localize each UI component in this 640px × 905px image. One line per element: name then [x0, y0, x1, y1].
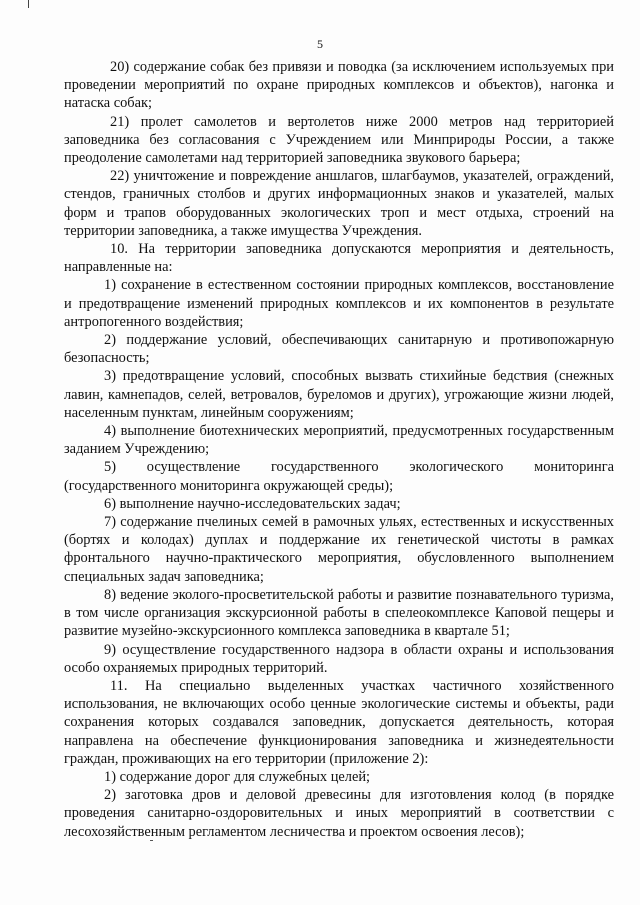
section-10-item-7: 7) содержание пчелиных семей в рамочных ульях, естественных и искусственных (бортях и колодах) дуплах и поддержание их генетической чистоты в рамках фронтального научно-практического мероприятия, обусловленного выполнением специальных задач заповедника; — [64, 514, 614, 585]
page-number: 5 — [317, 37, 323, 51]
section-11-intro: 11. На специально выделенных участках частичного хозяйственного использования, не включающих особо ценные экологические системы и объекты, ради сохранения которых создавался заповедник, допускается деятельность, которая направлена на обеспечение функционирования заповедника и жизнедеятельности граждан, проживающих на его территории (приложение 2): — [64, 677, 614, 767]
section-10-item-8: 8) ведение эколого-просветительской работы и развитие познавательного туризма, в том числе организация экскурсионной работы в спелеокомплексе Каповой пещеры и развитие музейно-экскурсионного комплекса заповедника в квартале 51; — [64, 586, 614, 640]
section-10-item-4: 4) выполнение биотехнических мероприятий, предусмотренных государственным заданием Учреждению; — [64, 423, 614, 458]
section-10-item-2: 2) поддержание условий, обеспечивающих санитарную и противопожарную безопасность; — [64, 332, 614, 367]
section-10-item-9: 9) осуществление государственного надзора в области охраны и использования особо охраняемых природных территорий. — [64, 641, 614, 676]
section-10-intro: 10. На территории заповедника допускаются мероприятия и деятельность, направленные на: — [64, 241, 614, 276]
paragraph-item-20: 20) содержание собак без привязи и поводка (за исключением используемых при проведении мероприятий по охране природных комплексов и объектов), нагонка и натаска собак; — [64, 59, 614, 112]
paragraph-item-22: 22) уничтожение и повреждение аншлагов, шлагбаумов, указателей, ограждений, стендов, граничных столбов и других информационных знаков и указателей, малых форм и трапов оборудованных экологических троп и мест отдыха, строений на территории заповедника, а также имущества Учреждения. — [64, 168, 614, 239]
scan-speck — [150, 840, 153, 841]
document-body — [64, 58, 614, 841]
section-10-item-5: 5) осуществление государственного экологического мониторинга (государственного мониторинга окружающей среды); — [64, 459, 614, 494]
scan-mark — [28, 0, 29, 8]
section-10-item-1: 1) сохранение в естественном состоянии природных комплексов, восстановление и предотвращение изменений природных комплексов и их компонентов в результате антропогенного воздействия; — [64, 277, 614, 330]
section-10-item-3: 3) предотвращение условий, способных вызвать стихийные бедствия (снежных лавин, камнепадов, селей, ветровалов, буреломов и других), угрожающие жизни людей, населенным пунктам, линейным сооружениям; — [64, 368, 614, 421]
paragraph-item-21: 21) пролет самолетов и вертолетов ниже 2000 метров над территорией заповедника без согласования с Учреждением или Минприроды России, а также преодоление самолетами над территорией заповедника звукового барьера; — [64, 113, 614, 167]
section-11-item-1: 1) содержание дорог для служебных целей; — [104, 768, 371, 785]
section-11-item-2: 2) заготовка дров и деловой древесины для изготовления колод (в порядке проведения санитарно-оздоровительных и иных мероприятий в соответствии с лесохозяйственным регламентом лесничества и проектом освоения лесов); — [64, 787, 614, 840]
section-10-item-6: 6) выполнение научно-исследовательских задач; — [104, 495, 401, 512]
